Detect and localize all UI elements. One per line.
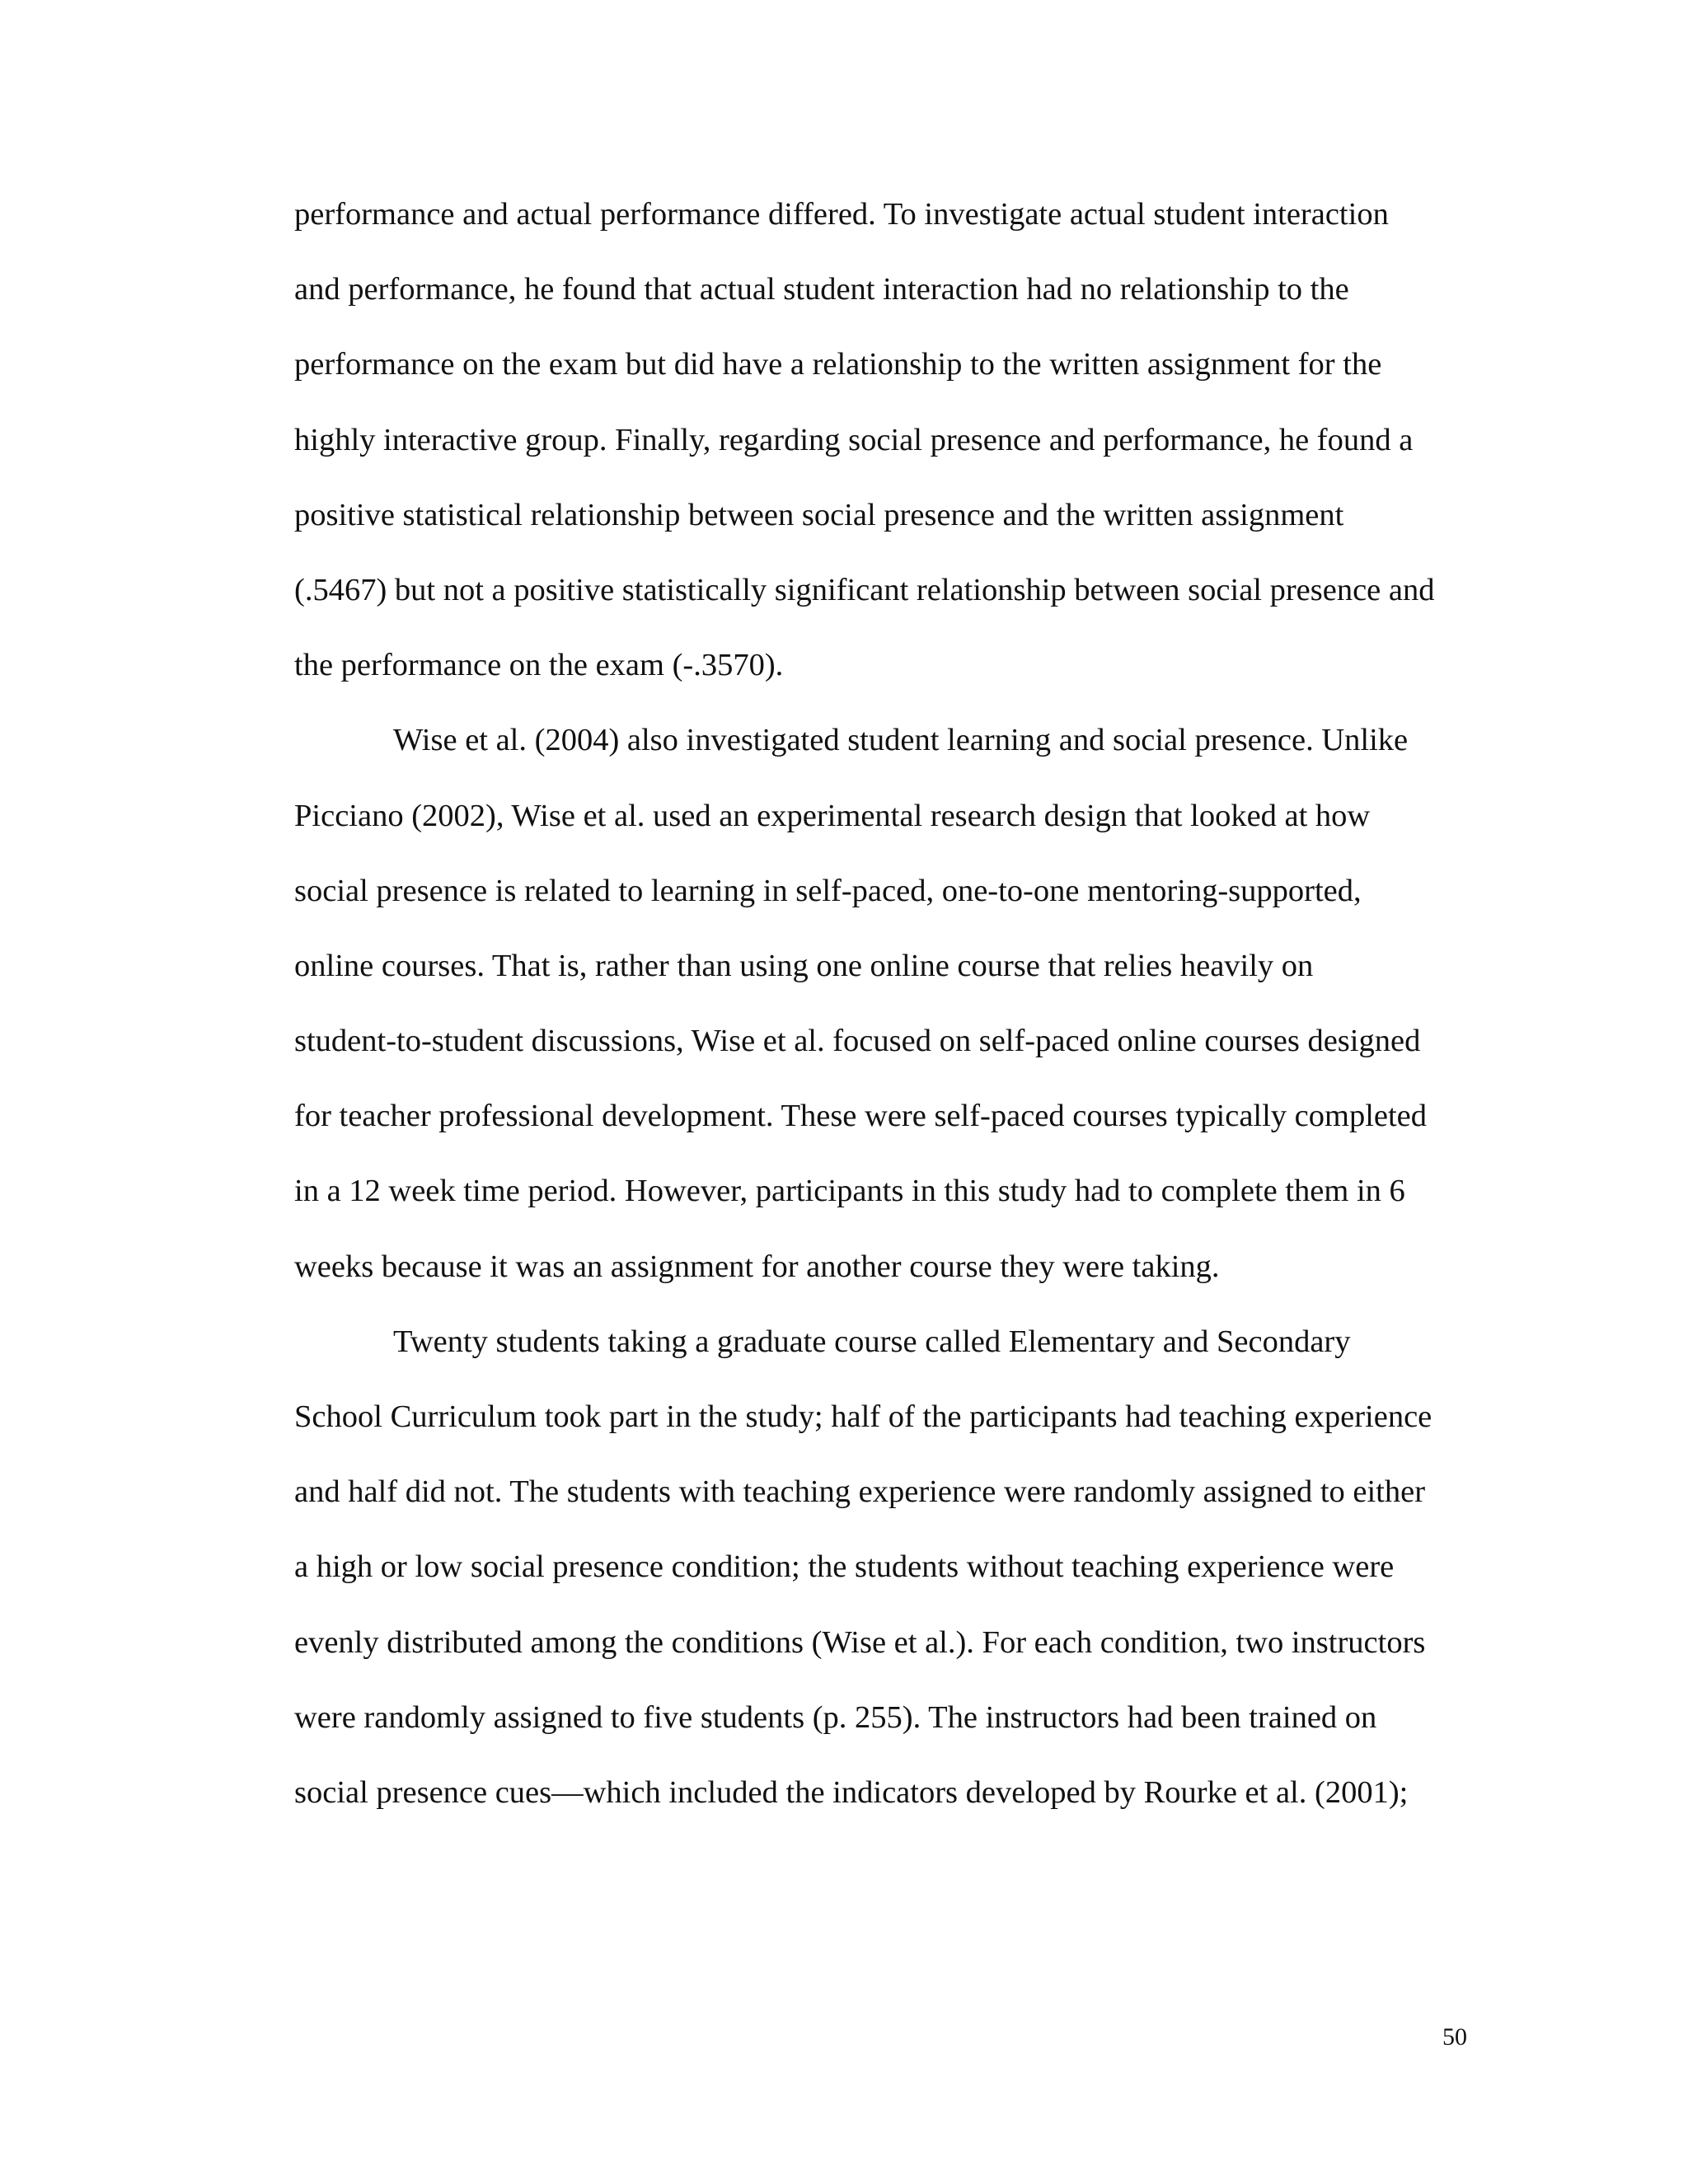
paragraph-start-line: Wise et al. (2004) also investigated student learning and social presence. Unlike [393, 723, 1409, 758]
text-line: in a 12 week time period. However, participants in this study had to complete them in 6 [294, 1174, 1405, 1209]
text-line: the performance on the exam (-.3570). [294, 648, 784, 683]
body-text [294, 194, 1481, 1847]
page-number: 50 [1442, 2023, 1467, 2050]
text-line: performance and actual performance differed. To investigate actual student interaction [294, 197, 1389, 232]
text-line: were randomly assigned to five students (p. 255). The instructors had been trained on [294, 1699, 1377, 1735]
text-line: School Curriculum took part in the study; half of the participants had teaching experience [294, 1399, 1432, 1434]
text-line: social presence is related to learning in self-paced, one-to-one mentoring-supported, [294, 873, 1362, 908]
paragraph-start-line: Twenty students taking a graduate course called Elementary and Secondary [393, 1324, 1351, 1359]
text-line: online courses. That is, rather than using one online course that relies heavily on [294, 948, 1314, 983]
text-line: weeks because it was an assignment for another course they were taking. [294, 1249, 1220, 1284]
text-line: positive statistical relationship between social presence and the written assignment [294, 497, 1344, 532]
text-line: (.5467) but not a positive statistically significant relationship between social presence and [294, 572, 1435, 607]
text-line: social presence cues—which included the indicators developed by Rourke et al. (2001); [294, 1774, 1409, 1810]
text-line: performance on the exam but did have a relationship to the written assignment for the [294, 347, 1382, 382]
text-line: highly interactive group. Finally, regarding social presence and performance, he found a [294, 422, 1414, 457]
text-line: evenly distributed among the conditions (Wise et al.). For each condition, two instructors [294, 1624, 1426, 1660]
text-line: Picciano (2002), Wise et al. used an experimental research design that looked at how [294, 798, 1371, 833]
text-line: for teacher professional development. These were self-paced courses typically completed [294, 1099, 1428, 1134]
text-line: student-to-student discussions, Wise et al. focused on self-paced online courses designed [294, 1024, 1421, 1059]
text-line: and half did not. The students with teaching experience were randomly assigned to either [294, 1474, 1426, 1510]
text-line: and performance, he found that actual student interaction had no relationship to the [294, 272, 1349, 307]
text-line: a high or low social presence condition; the students without teaching experience were [294, 1549, 1395, 1585]
